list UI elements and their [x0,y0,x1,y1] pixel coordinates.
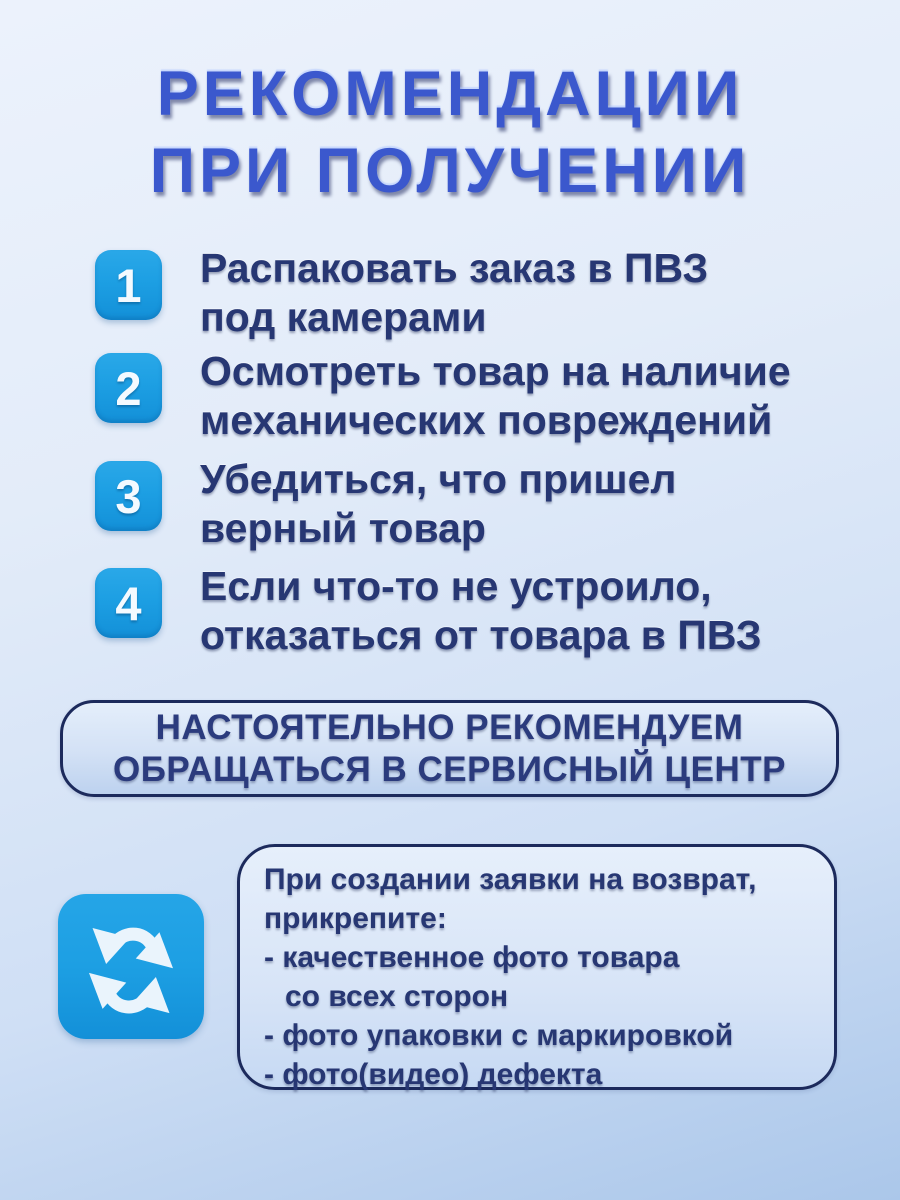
service-note-line1: НАСТОЯТЕЛЬНО РЕКОМЕНДУЕМ [155,707,744,747]
step-number-badge: 2 [95,353,162,423]
swap-arrows-icon [58,894,204,1039]
step-text [200,562,762,660]
step-text-line2: механических повреждений [200,397,773,443]
step-text [200,244,708,342]
return-note-line: - фото(видео) дефекта [264,1058,603,1091]
step-text-line1: Убедиться, что пришел [200,456,677,502]
step-number-badge: 1 [95,250,162,320]
step-text-line1: Осмотреть товар на наличие [200,348,791,394]
step-item-3 [95,455,835,553]
step-number-badge: 4 [95,568,162,638]
return-note-line: - качественное фото товара [264,941,680,974]
return-note-line: При создании заявки на возврат, [264,863,757,896]
page-title-line2: ПРИ ПОЛУЧЕНИИ [149,136,751,206]
step-text-line1: Если что-то не устроило, [200,563,712,609]
service-note-line2: ОБРАЩАТЬСЯ В СЕРВИСНЫЙ ЦЕНТР [113,749,786,789]
service-center-note [60,700,839,797]
step-text-line2: под камерами [200,294,487,340]
return-note-line: со всех сторон [285,980,509,1013]
return-request-note [237,844,837,1090]
step-text [200,347,791,445]
step-text-line1: Распаковать заказ в ПВЗ [200,245,709,291]
return-note-line: - фото упаковки с маркировкой [264,1019,734,1052]
step-item-2 [95,347,835,445]
return-note-line: прикрепите: [264,902,447,935]
step-item-4 [95,562,835,660]
step-text [200,455,676,553]
page-title [0,56,900,210]
step-number-badge: 3 [95,461,162,531]
page-title-line1: РЕКОМЕНДАЦИИ [156,59,744,129]
step-item-1 [95,244,835,342]
step-text-line2: отказаться от товара в ПВЗ [200,612,762,658]
step-text-line2: верный товар [200,505,486,551]
